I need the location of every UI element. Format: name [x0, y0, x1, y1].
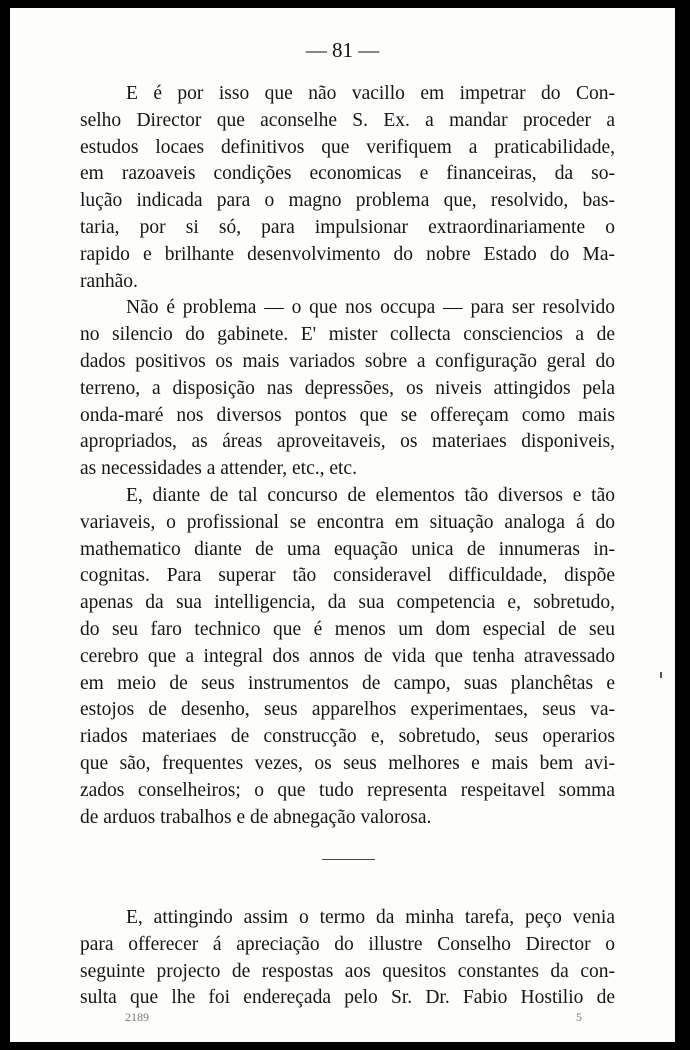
text-line: do seu faro technico que é menos um dom especial de seu — [80, 618, 615, 640]
text-line: sulta que lhe foi endereçada pelo Sr. Dr. Fabio Hostilio de — [80, 987, 615, 1009]
text-line: no silencio do gabinete. E' mister collecta consciencios a de — [80, 324, 615, 346]
text-line: taria, por si só, para impulsionar extraordinariamente o — [80, 216, 615, 238]
text-line: as necessidades a attender, etc., etc. — [80, 458, 357, 480]
closing-paragraph — [80, 905, 615, 1012]
text-line: mathematico diante de uma equação unica de innumeras in- — [80, 538, 615, 560]
page-number: — 81 — — [305, 38, 380, 62]
text-line: para offerecer á apreciação do illustre Conselho Director o — [80, 933, 615, 955]
text-line: E, diante de tal concurso de elementos tão diversos e tão — [126, 484, 615, 506]
text-line: zados conselheiros; o que tudo representa respeitavel somma — [80, 779, 615, 801]
text-line: estojos de desenho, seus apparelhos experimentaes, seus va- — [80, 699, 615, 721]
text-line: estudos locaes definitivos que verifiquem a praticabilidade, — [80, 136, 615, 158]
paragraph — [80, 81, 615, 295]
section-divider — [322, 859, 375, 860]
text-line: apenas da sua intelligencia, da sua competencia e, sobretudo, — [80, 592, 615, 614]
text-line: E é por isso que não vacillo em impetrar do Con- — [126, 83, 615, 104]
text-line: onda-maré nos diversos pontos que se offereçam como mais — [80, 404, 615, 426]
text-line: terreno, a disposição nas depressões, os niveis attingidos pela — [80, 377, 615, 399]
text-line: riados materiaes de construcção e, sobretudo, seus operarios — [80, 726, 615, 748]
text-line: cognitas. Para superar tão consideravel difficuldade, dispõe — [80, 565, 615, 587]
text-line: lução indicada para o magno problema que, resolvido, bas- — [80, 190, 615, 212]
text-line: de arduos trabalhos e de abnegação valorosa. — [80, 806, 432, 828]
paragraph — [80, 483, 615, 831]
text-line: E, attingindo assim o termo da minha tarefa, peço venia — [126, 907, 615, 928]
main-text — [80, 81, 615, 831]
text-line: Não é problema — o que nos occupa — para ser resolvido — [126, 297, 615, 319]
text-line: em razoaveis condições economicas e financeiras, da so- — [80, 163, 615, 185]
signature-mark-left: 2189 — [125, 1010, 149, 1024]
text-line: cerebro que a integral dos annos de vida que tenha atravessado — [80, 645, 615, 667]
margin-mark — [660, 672, 662, 678]
signature-mark-right: 5 — [576, 1010, 582, 1024]
text-line: dados positivos os mais variados sobre a configuração geral do — [80, 350, 615, 372]
text-line: variaveis, o profissional se encontra em situação analoga á do — [80, 511, 615, 533]
book-page — [10, 8, 675, 1042]
text-line: em meio de seus instrumentos de campo, suas planchêtas e — [80, 672, 615, 694]
text-line: que são, frequentes vezes, os seus melhores e mais bem avi- — [80, 752, 615, 774]
text-line: ranhão. — [80, 270, 138, 292]
paragraph — [80, 295, 615, 483]
text-line: apropriados, as áreas aproveitaveis, os materiaes disponiveis, — [80, 431, 615, 453]
text-line: seguinte projecto de respostas aos quesitos constantes da con- — [80, 960, 615, 982]
paragraph — [80, 905, 615, 1012]
text-line: selho Director que aconselhe S. Ex. a mandar proceder a — [80, 109, 615, 131]
text-line: rapido e brilhante desenvolvimento do nobre Estado do Ma- — [80, 243, 615, 265]
